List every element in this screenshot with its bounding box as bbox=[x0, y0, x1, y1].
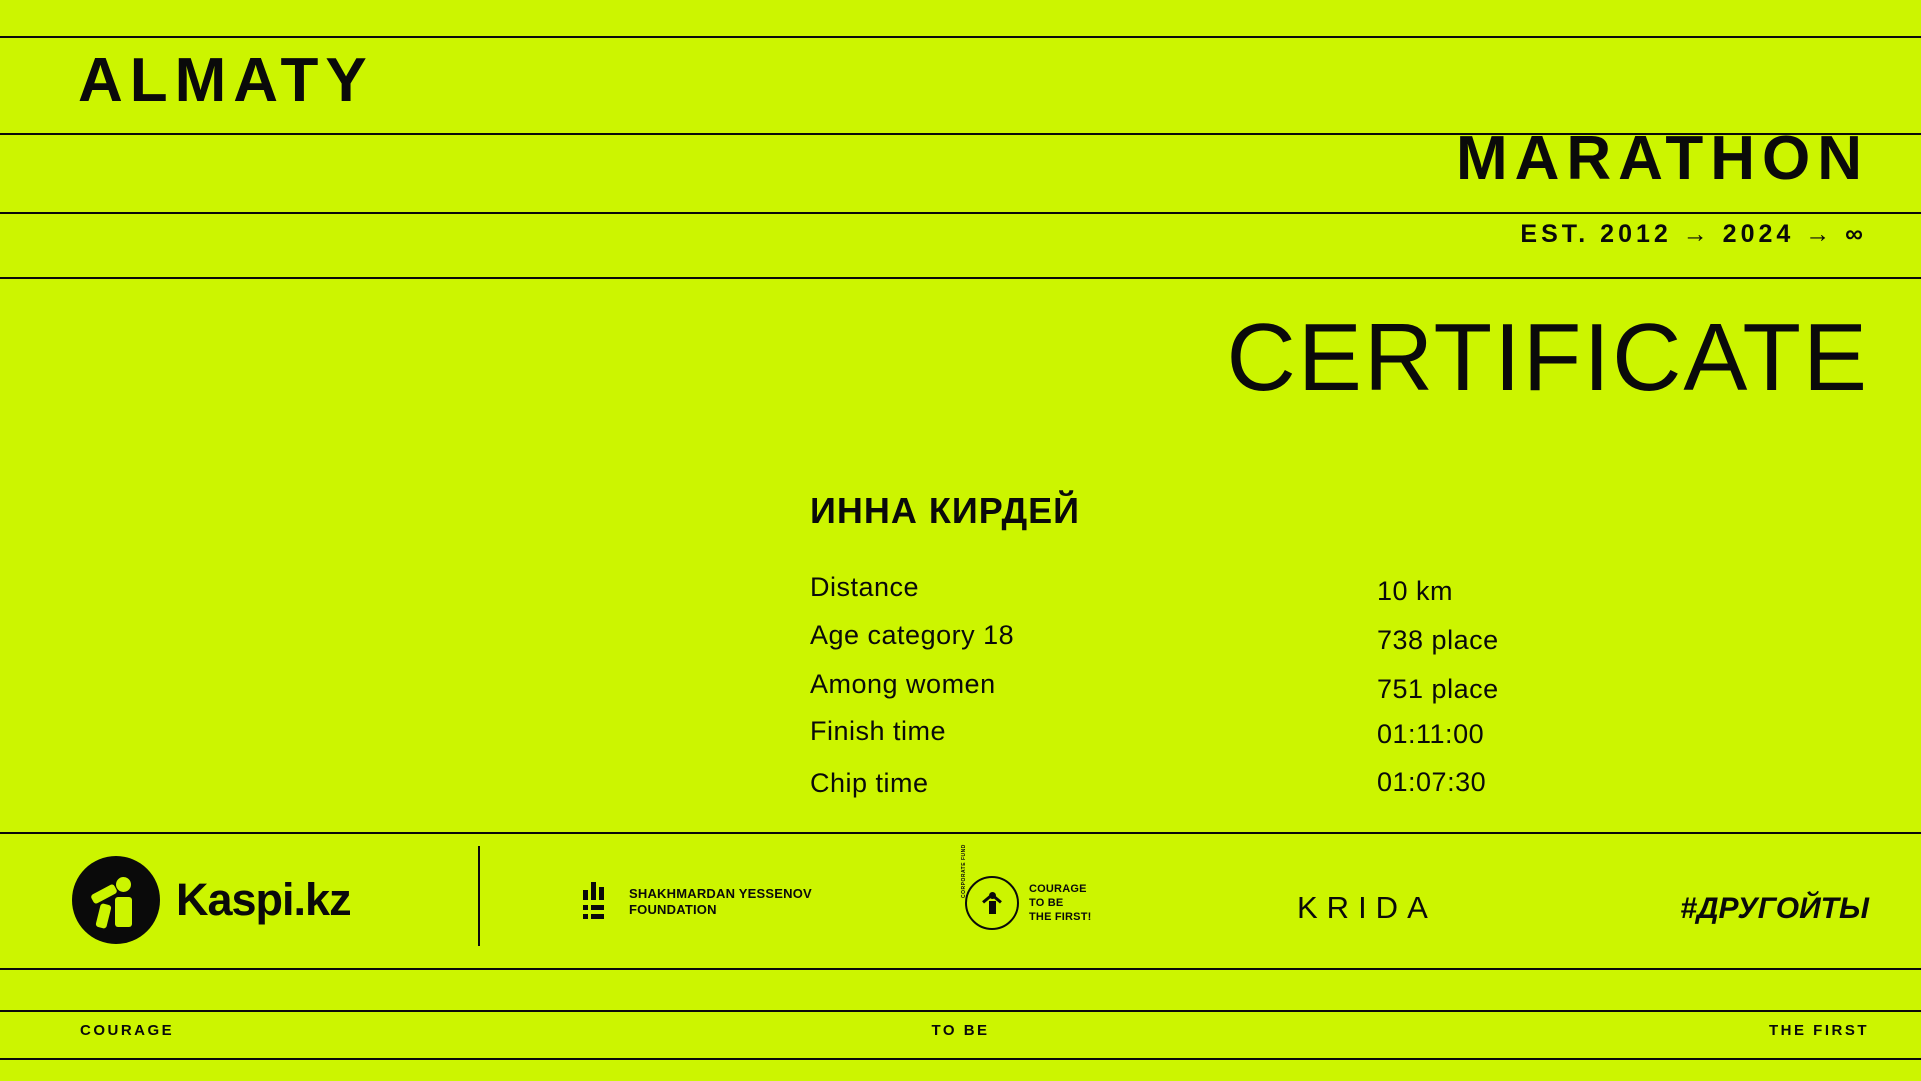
result-value: 751 place bbox=[1377, 674, 1499, 704]
divider-line-4 bbox=[0, 277, 1921, 279]
courage-fund-line-2: TO BE bbox=[1029, 896, 1064, 909]
slogan-right: THE FIRST bbox=[1769, 1022, 1869, 1039]
sponsor-krida: KRIDA bbox=[1297, 890, 1437, 925]
table-row bbox=[810, 570, 1610, 620]
table-row bbox=[810, 716, 1610, 770]
results-table bbox=[810, 570, 1610, 820]
table-row bbox=[810, 767, 1610, 820]
divider-line-1 bbox=[0, 36, 1921, 38]
result-value: 738 place bbox=[1377, 625, 1499, 655]
result-value: 01:11:00 bbox=[1377, 719, 1485, 749]
sponsor-kaspi bbox=[72, 856, 351, 944]
result-label: Chip time bbox=[810, 768, 929, 798]
result-value: 01:07:30 bbox=[1377, 767, 1487, 797]
sponsor-courage-fund bbox=[961, 844, 1092, 930]
courage-fund-logo-icon bbox=[961, 844, 1019, 930]
divider-line-8 bbox=[0, 1058, 1921, 1060]
sponsor-strip bbox=[0, 834, 1921, 968]
slogan-left: COURAGE bbox=[80, 1022, 175, 1039]
divider-line-3 bbox=[0, 212, 1921, 214]
established-years: EST. 2012 → 2024 → ∞ bbox=[1520, 220, 1867, 248]
courage-fund-micro-text: CORPORATE FUND bbox=[961, 844, 967, 898]
result-label: Among women bbox=[810, 669, 996, 699]
slogan-middle: TO BE bbox=[931, 1022, 990, 1039]
yessenov-logo-icon bbox=[583, 882, 617, 922]
table-row bbox=[810, 670, 1610, 720]
kaspi-logo-icon bbox=[72, 856, 160, 944]
result-label: Age category 18 bbox=[810, 620, 1015, 650]
yessenov-line-2: FOUNDATION bbox=[629, 902, 717, 917]
sponsor-drugoity: #ДРУГОЙТЫ bbox=[1680, 892, 1869, 925]
participant-name: ИННА КИРДЕЙ bbox=[810, 490, 1080, 531]
result-value: 10 km bbox=[1377, 576, 1454, 606]
table-row bbox=[810, 620, 1610, 670]
yessenov-line-1: SHAKHMARDAN YESSENOV bbox=[629, 885, 812, 901]
yessenov-wordmark bbox=[629, 886, 812, 919]
courage-fund-wordmark bbox=[1029, 882, 1092, 925]
slogan-bar bbox=[0, 1020, 1921, 1058]
divider-line-6 bbox=[0, 968, 1921, 970]
page-title: CERTIFICATE bbox=[1226, 304, 1869, 411]
courage-fund-line-1: COURAGE bbox=[1029, 882, 1087, 895]
courage-fund-line-3: THE FIRST! bbox=[1029, 911, 1092, 924]
sponsor-divider bbox=[478, 846, 480, 946]
sponsor-yessenov bbox=[583, 882, 812, 922]
result-label: Distance bbox=[810, 572, 920, 602]
kaspi-wordmark: Kaspi.kz bbox=[176, 874, 351, 925]
result-label: Finish time bbox=[810, 716, 947, 746]
brand-almaty: ALMATY bbox=[78, 46, 374, 115]
divider-line-7 bbox=[0, 1010, 1921, 1012]
brand-marathon: MARATHON bbox=[1455, 124, 1869, 193]
